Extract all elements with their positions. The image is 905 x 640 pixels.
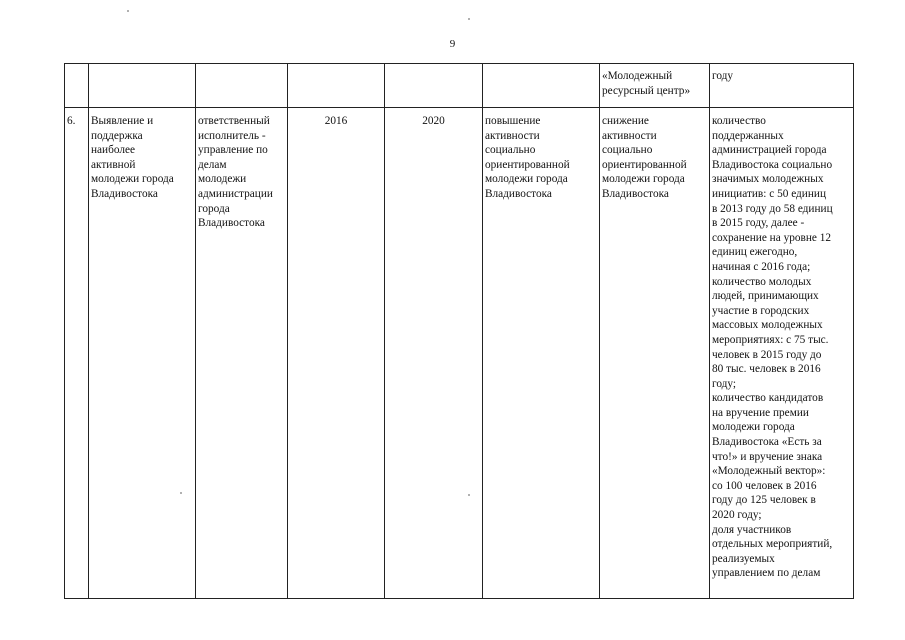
text-line: Владивостока <box>198 217 265 230</box>
text-line: Владивостока <box>602 187 669 200</box>
text-line: молодежи города <box>712 421 795 434</box>
text-line: делам <box>198 158 227 171</box>
text-line: 80 тыс. человек в 2016 <box>712 363 821 376</box>
end-year: 2020 <box>422 115 445 127</box>
cell-task <box>89 108 196 599</box>
text-line: социально <box>602 144 653 157</box>
text-line: единиц ежегодно, <box>712 246 798 259</box>
text-line: что!» и вручение знака <box>712 450 823 463</box>
text-line: сохранение на уровне 12 <box>712 231 832 244</box>
text-line: Владивостока <box>91 187 158 200</box>
scan-speck <box>180 492 182 494</box>
text-line: администрацией города <box>712 144 827 157</box>
text-line: наиболее <box>91 144 136 157</box>
text-line: управлением по делам <box>712 567 821 580</box>
text-line: ресурсный центр» <box>602 84 691 97</box>
text-line: повышение <box>485 115 541 127</box>
scan-speck <box>468 494 470 496</box>
start-year: 2016 <box>324 115 348 127</box>
text-line: людей, принимающих <box>712 290 819 303</box>
text-line: реализуемых <box>712 552 775 565</box>
text-line: снижение <box>602 115 649 127</box>
text-line: молодежи города <box>91 173 174 186</box>
text-line: количество кандидатов <box>712 392 824 405</box>
cell-consequences <box>600 108 710 599</box>
cell-number <box>65 108 89 599</box>
text-line: в 2015 году, далее - <box>712 217 805 230</box>
row-number: 6. <box>67 115 76 127</box>
text-line: ориентированной <box>602 158 687 171</box>
text-line: году; <box>712 377 737 390</box>
text-line: инициатив: с 50 единиц <box>712 187 826 200</box>
text-line: доля участников <box>712 523 792 536</box>
continuation-row <box>65 64 854 108</box>
text-line: города <box>198 202 230 215</box>
text-line: социально <box>485 144 536 157</box>
cont-cell-consequences <box>600 64 710 108</box>
text-line: человек в 2015 году до <box>712 348 822 361</box>
text-line: активности <box>485 129 540 142</box>
cell-start-year <box>288 108 385 599</box>
cell-executor <box>196 108 288 599</box>
text-line: «Молодежный вектор»: <box>712 465 826 478</box>
cell-expected-result <box>483 108 600 599</box>
text-line: году <box>712 70 734 82</box>
text-line: отдельных мероприятий, <box>712 538 833 551</box>
text-line: мероприятиях: с 75 тыс. <box>712 333 829 346</box>
scan-speck <box>468 18 470 20</box>
text-line: значимых молодежных <box>712 173 824 186</box>
text-line: году до 125 человек в <box>712 494 816 507</box>
text-line: молодежи города <box>602 173 685 186</box>
text-line: Владивостока социально <box>712 158 833 171</box>
text-line: «Молодежный <box>602 70 673 82</box>
cont-cell-number <box>65 64 89 108</box>
text-line: активности <box>602 129 657 142</box>
text-line: ориентированной <box>485 158 570 171</box>
text-line: молодежи <box>198 173 247 186</box>
text-line: ответственный <box>198 115 270 127</box>
text-line: начиная с 2016 года; <box>712 260 811 273</box>
text-line: поддержанных <box>712 129 784 142</box>
page-number: 9 <box>449 38 456 50</box>
text-line: участие в городских <box>712 304 810 317</box>
text-line: в 2013 году до 58 единиц <box>712 202 833 215</box>
text-line: количество <box>712 115 766 127</box>
cont-cell-result <box>483 64 600 108</box>
text-line: Выявление и <box>91 115 154 127</box>
cell-indicators <box>710 108 854 599</box>
text-line: управление по <box>198 144 268 157</box>
text-line: Владивостока <box>485 187 552 200</box>
text-line: количество молодых <box>712 275 812 288</box>
text-line: на вручение премии <box>712 406 809 419</box>
cont-cell-start <box>288 64 385 108</box>
program-table <box>64 63 854 599</box>
table-row <box>65 108 854 599</box>
scan-speck <box>127 10 129 12</box>
text-line: молодежи города <box>485 173 568 186</box>
cont-cell-task <box>89 64 196 108</box>
cont-cell-indicators <box>710 64 854 108</box>
text-line: поддержка <box>91 129 143 142</box>
text-line: активной <box>91 158 136 171</box>
text-line: администрации <box>198 187 273 200</box>
cell-end-year <box>385 108 483 599</box>
text-line: 2020 году; <box>712 509 762 522</box>
text-line: со 100 человек в 2016 <box>712 479 817 492</box>
cont-cell-end <box>385 64 483 108</box>
text-line: исполнитель - <box>198 129 266 142</box>
cont-cell-executor <box>196 64 288 108</box>
text-line: Владивостока «Есть за <box>712 436 822 449</box>
text-line: массовых молодежных <box>712 319 823 332</box>
